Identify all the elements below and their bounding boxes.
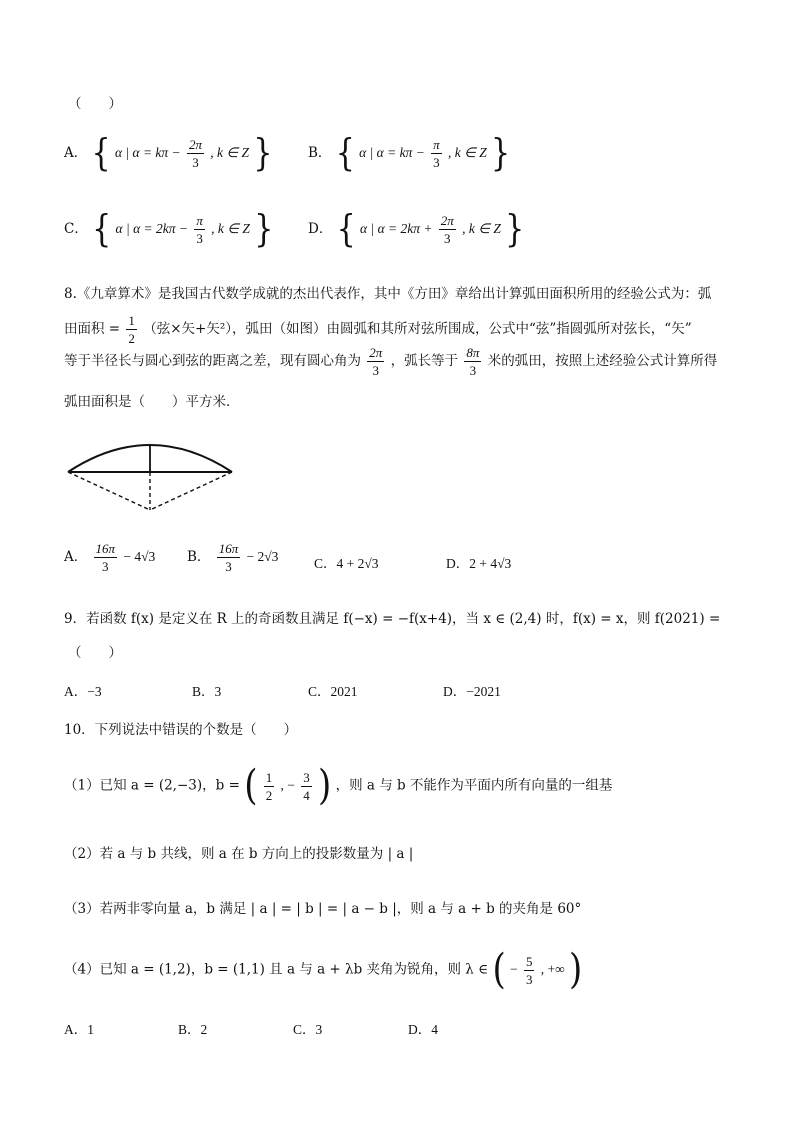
q10-statement-2: （2）若 a 与 b 共线，则 a 在 b 方向上的投影数量为 | a | — [64, 846, 414, 862]
q8-radius-left — [68, 472, 150, 510]
q8-option-c: C．4 + 2√3 — [314, 556, 379, 571]
q8-option-b-den: 3 — [225, 559, 232, 574]
q9-line-1: 9．若函数 f(x) 是定义在 R 上的奇函数且满足 f(−x) = −f(x+4)，当 x ∈ (2,4) 时，f(x) = x，则 f(2021) = — [64, 611, 721, 627]
q7-option-a-num: 2π — [188, 137, 202, 152]
q10-s4-num: 5 — [525, 953, 533, 969]
q7-option-c-tail: , k ∈ Z — [211, 221, 250, 236]
q7-option-b-num: π — [433, 137, 440, 152]
q10-statement-3: （3）若两非零向量 a，b 满足 | a | = | b | = | a − b |，则 a 与 a + b 的夹角是 60° — [64, 901, 582, 917]
q9-option-a: A．−3 — [64, 684, 102, 699]
q7-option-d-den: 3 — [444, 231, 451, 246]
q8-line-3-mid: ，弧长等于 — [390, 353, 459, 369]
q8-option-d: D．2 + 4√3 — [446, 556, 512, 571]
q10-s1-num1: 1 — [265, 769, 273, 785]
q8-option-b-label: B． — [187, 549, 211, 565]
q7-option-d-num: 2π — [440, 213, 454, 228]
q7-option-b-den: 3 — [433, 155, 440, 170]
q8-option-b-rest: − 2√3 — [246, 549, 279, 564]
q10-s1-num2: 3 — [303, 769, 310, 785]
q10-s4-start: （4）已知 a = (1,2)，b = (1,1) 且 a 与 a + λb 夹角为锐角，则 λ ∈ — [64, 961, 489, 978]
q10-s1-start: （1）已知 a = (2,−3)，b = — [64, 777, 240, 794]
q7-option-d-label: D． — [308, 221, 333, 237]
q8-line-2-start: 田面积 = — [64, 321, 121, 337]
q7-option-b: B． { α | α = kπ − $\frac{\pi}{3}$ , k ∈ Z } — [308, 131, 511, 176]
q7-option-a-den: 3 — [192, 155, 199, 170]
q8-option-a-den: 3 — [102, 559, 109, 574]
q8-half-den: 2 — [128, 331, 135, 346]
q10-statement-1: （1）已知 a = (2,−3)，b = ( $\frac{1}{2}$ , − $\frac{3}{4}$ ) ，则 a 与 b 不能作为平面内所有向量的一组基 — [64, 762, 613, 810]
q8-arc-num: 8π — [466, 345, 480, 360]
q10-s1-sep: , − — [280, 777, 295, 793]
q9-option-c: C．2021 — [308, 684, 358, 699]
q8-line-2-rest: （弦×矢+矢²），弧田（如图）由圆弧和其所对弦所围成，公式中“弦”指圆弧所对弦长，“矢” — [143, 321, 692, 337]
q8-line-3 — [64, 346, 717, 377]
q7-option-c-den: 3 — [196, 231, 203, 246]
q8-line-2 — [64, 314, 692, 345]
q10-s1-den2: 4 — [303, 787, 310, 803]
q10-option-a: A．1 — [64, 1022, 94, 1037]
q10-option-d: D．4 — [408, 1022, 438, 1037]
q9-line-2: （ ） — [68, 645, 122, 661]
q8-option-a-rest: − 4√3 — [123, 549, 156, 564]
q8-arc-field-figure — [62, 430, 242, 518]
q7-option-d-expr: α | α = 2kπ + — [360, 221, 433, 236]
q10-statement-4: （4）已知 a = (1,2)，b = (1,1) 且 a 与 a + λb 夹角为锐角，则 λ ∈ ( − $\frac{5}{3}$ , +∞ ) — [64, 946, 583, 994]
q7-answer-paren: （ ） — [68, 96, 122, 112]
q7-option-c: C． { α | α = 2kπ − $\frac{\pi}{3}$ , k ∈ Z } — [64, 207, 274, 252]
q7-option-a: A． { α | α = kπ − $\frac{2\pi}{3}$ , k ∈ Z } — [64, 131, 273, 176]
q8-line-3-end: 米的弧田，按照上述经验公式计算所得 — [487, 353, 718, 369]
q8-option-b-num: 16π — [218, 541, 239, 556]
q8-line-3-start: 等于半径长与圆心到弦的距离之差，现有圆心角为 — [64, 353, 361, 369]
q7-option-d: D． { α | α = 2kπ + $\frac{2\pi}{3}$ , k ∈ Z } — [308, 207, 525, 252]
q8-option-b — [187, 542, 278, 573]
q10-s4-end: , +∞ — [540, 961, 565, 977]
q8-line-4: 弧田面积是（ ）平方米． — [64, 394, 240, 410]
q8-arc-den: 3 — [469, 363, 477, 378]
q8-radius-right — [150, 472, 232, 510]
q8-angle-den: 3 — [372, 363, 380, 378]
q8-options — [64, 542, 155, 573]
q8-option-a-num: 16π — [95, 541, 116, 556]
q7-option-c-expr: α | α = 2kπ − — [115, 221, 189, 236]
q8-option-a-label: A． — [64, 549, 88, 565]
q8-line-1: 8.《九章算术》是我国古代数学成就的杰出代表作，其中《方田》章给出计算弧田面积所用的经验公式为：弧 — [64, 286, 712, 302]
q10-s1-den1: 2 — [265, 787, 273, 803]
q7-option-b-tail: , k ∈ Z — [447, 145, 487, 160]
q10-s1-end: ，则 a 与 b 不能作为平面内所有向量的一组基 — [335, 777, 613, 794]
q10-option-c: C．3 — [293, 1022, 323, 1037]
q9-option-d: D．−2021 — [443, 684, 501, 699]
q7-option-c-num: π — [196, 213, 203, 228]
q10-stem: 10．下列说法中错误的个数是（ ） — [64, 722, 298, 738]
q7-option-a-label: A． — [64, 145, 88, 161]
q8-angle-num: 2π — [369, 345, 383, 360]
q8-half-num: 1 — [128, 313, 135, 328]
q7-option-b-expr: α | α = kπ − — [359, 145, 425, 160]
q9-option-b: B．3 — [192, 684, 222, 699]
q10-option-b: B．2 — [178, 1022, 208, 1037]
q7-option-a-expr: α | α = kπ − — [114, 145, 181, 160]
q7-option-a-tail: , k ∈ Z — [210, 145, 250, 160]
q7-option-c-label: C． — [64, 221, 88, 237]
q7-option-b-label: B． — [308, 145, 332, 161]
q10-s4-den: 3 — [525, 971, 533, 987]
q7-option-d-tail: , k ∈ Z — [462, 221, 501, 236]
